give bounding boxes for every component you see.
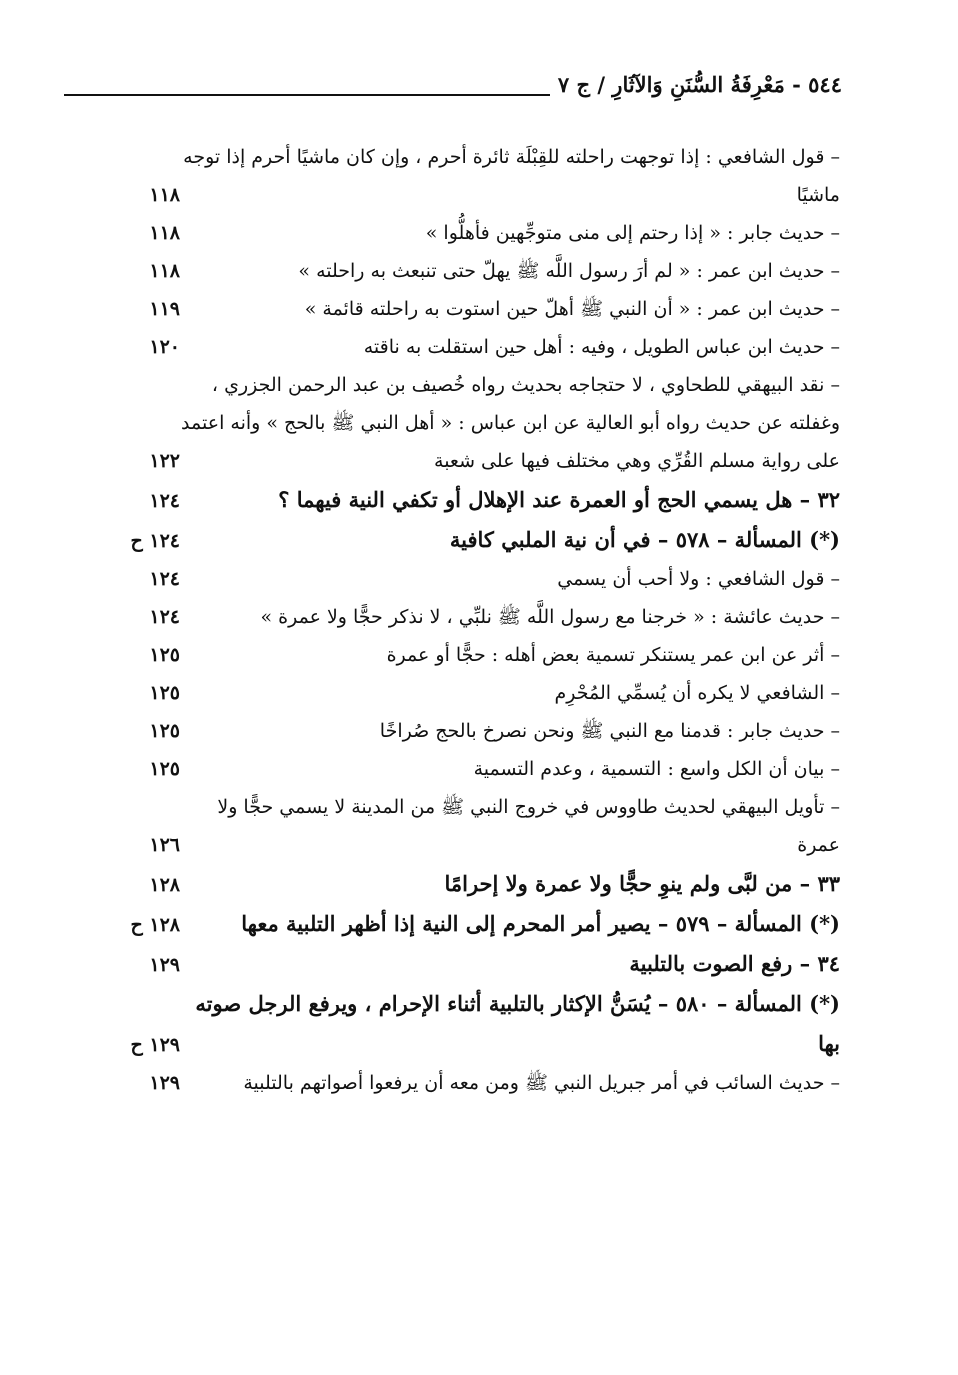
toc-entry (88, 712, 840, 750)
entry-page-number: ١٢٤ (149, 606, 180, 628)
entry-text: – حديث ابن عمر : « أن النبي ﷺ أهلّ حين استوت به راحلته قائمة » (304, 298, 840, 320)
toc-chapter-heading (88, 864, 840, 904)
entry-text: – بيان أن الكل واسع : التسمية ، وعدم التسمية (473, 758, 840, 780)
entry-text: – نقد البيهقي للطحاوي ، لا حتجاجه بحديث رواه خُصيف بن عبد الرحمن الجزري ، وغفلته عن حديث رواه أبو العالية عن ابن عباس : « أهل النبي ﷺ بالحج » وأنه اعتمد على رواية مسلم القُرِّي وهي مختلف فيها على شعبة (181, 374, 840, 472)
toc-entry (88, 674, 840, 712)
chapter-heading-text: ٣٣ – من لبَّى ولم ينوِ حجًّا ولا عمرة ولا إحرامًا (444, 871, 840, 896)
entry-page-number: ١٢٦ (149, 834, 180, 856)
entry-text: – حديث ابن عمر : « لم أرَ رسول اللَّه ﷺ يهلّ حتى تنبعث به راحلته » (298, 260, 840, 282)
toc-chapter-heading (88, 480, 840, 520)
toc-chapter-heading (88, 944, 840, 984)
entry-page-number: ١٢٥ (149, 644, 180, 666)
toc-entry (88, 750, 840, 788)
issue-heading-text: (*) المسألة – ٥٨٠ – يُسَنُّ الإكثار بالتلبية أثناء الإحرام ، ويرفع الرجل صوته بها (195, 991, 840, 1056)
entry-page-number: ١٢٥ (149, 682, 180, 704)
entry-page-number: ١٢٢ (149, 450, 180, 472)
toc-issue-heading (88, 904, 840, 944)
entry-text: – قول الشافعي : إذا توجهت راحلته للقِبْلَة ثائرة أحرم ، وإن كان ماشيًا أحرم إذا توجه ماشيًا (183, 146, 840, 206)
toc-entry (88, 214, 840, 252)
entry-page-number: ١١٩ (149, 298, 180, 320)
entry-text: – حديث ابن عباس الطويل ، وفيه : أهل حين استقلت به ناقته (363, 336, 840, 358)
entry-page-number: ١١٨ (149, 184, 180, 206)
issue-heading-text: (*) المسألة – ٥٧٨ – في أن نية الملبي كافية (449, 527, 840, 552)
entry-page-number: ١١٨ (149, 260, 180, 282)
entry-page-number: ١٢٥ (149, 758, 180, 780)
chapter-heading-text: ٣٤ – رفع الصوت بالتلبية (629, 951, 840, 976)
chapter-heading-text: ٣٢ – هل يسمي الحج أو العمرة عند الإهلال أو تكفي النية فيهما ؟ (278, 487, 840, 512)
entry-text: – تأويل البيهقي لحديث طاووس في خروج النبي ﷺ من المدينة لا يسمي حجًّا ولا عمرة (217, 796, 840, 856)
toc-entry (88, 1064, 840, 1102)
entry-page-number: ١٢٨ ح (130, 914, 180, 936)
entry-text: – حديث السائب في أمر جبريل النبي ﷺ ومن معه أن يرفعوا أصواتهم بالتلبية (243, 1072, 840, 1094)
entry-page-number: ١٢٥ (149, 720, 180, 742)
entry-text: – حديث جابر : قدمنا مع النبي ﷺ ونحن نصرخ بالحج صُراخًا (379, 720, 840, 742)
entry-text: – حديث عائشة : « خرجنا مع رسول اللَّه ﷺ نلبِّي ، لا نذكر حجًّا ولا عمرة » (260, 606, 840, 628)
entry-page-number: ١١٨ (149, 222, 180, 244)
toc-issue-heading (88, 520, 840, 560)
entry-page-number: ١٢٩ ح (130, 1034, 180, 1056)
toc-entry (88, 252, 840, 290)
table-of-contents (88, 138, 840, 1102)
entry-page-number: ١٢٤ (149, 490, 180, 512)
toc-entry (88, 328, 840, 366)
entry-text: – قول الشافعي : ولا أحب أن يسمي (557, 568, 840, 590)
page-header (64, 72, 842, 104)
entry-page-number: ١٢٠ (149, 336, 180, 358)
entry-text: – الشافعي لا يكره أن يُسمِّي المُحْرِم (554, 682, 840, 704)
entry-text: – أثر عن ابن عمر يستنكر تسمية بعض أهله : حجًّا أو عمرة (386, 644, 840, 666)
toc-entry (88, 636, 840, 674)
issue-heading-text: (*) المسألة – ٥٧٩ – يصير أمر المحرم إلى النية إذا أظهر التلبية معها (241, 911, 840, 936)
toc-entry (88, 138, 840, 214)
toc-entry (88, 598, 840, 636)
entry-page-number: ١٢٤ ح (130, 530, 180, 552)
toc-entry (88, 788, 840, 864)
toc-entry (88, 366, 840, 480)
entry-page-number: ١٢٨ (149, 874, 180, 896)
running-header-title: ٥٤٤ - مَعْرِفَةُ السُّنَنِ وَالآثَارِ / ج ٧ (550, 72, 842, 97)
toc-entry (88, 560, 840, 598)
toc-entry (88, 290, 840, 328)
entry-page-number: ١٢٤ (149, 568, 180, 590)
toc-issue-heading (88, 984, 840, 1064)
entry-page-number: ١٢٩ (149, 1072, 180, 1094)
entry-text: – حديث جابر : « إذا رحتم إلى منى متوجِّهين فأهلُّوا » (425, 222, 840, 244)
entry-page-number: ١٢٩ (149, 954, 180, 976)
